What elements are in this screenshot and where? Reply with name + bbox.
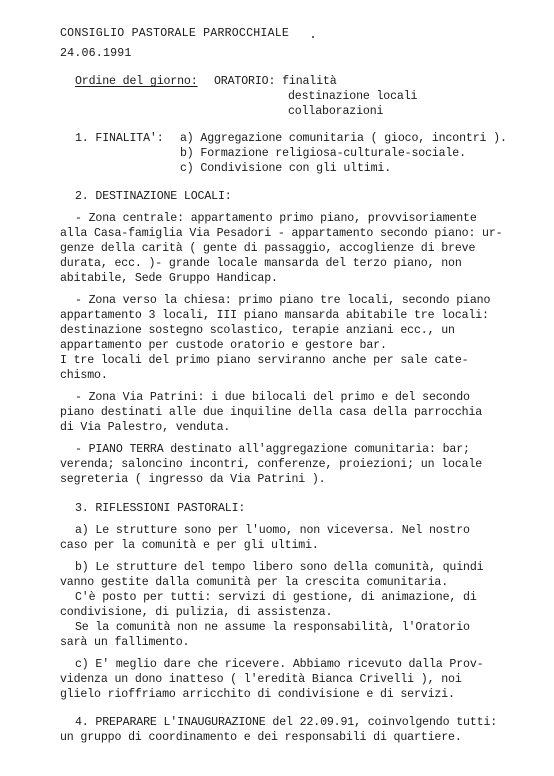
paragraph-line: condivisione, di pulizia, di assistenza. <box>60 606 333 619</box>
agenda-topic: ORATORIO: finalità <box>214 75 337 88</box>
paragraph-line: durata, ecc. )- grande locale mansarda del terzo piano, non <box>60 257 462 270</box>
paragraph-line: appartamento 3 locali, III piano mansarda abitabile tre locali: <box>60 309 489 322</box>
finalita-item: b) Formazione religiosa-culturale-sociale. <box>180 147 466 160</box>
paragraph-line: b) Le strutture del tempo libero sono della comunità, quindi <box>75 561 484 574</box>
paragraph-line: glielo rioffriamo arricchito di condivisione e di servizi. <box>60 688 455 701</box>
paragraph-line: vanno gestite dalla comunità per la crescita comunitaria. <box>60 576 449 589</box>
paragraph-line: Se la comunità non ne assume la responsabilità, l'Oratorio <box>75 621 470 634</box>
agenda-item: destinazione locali <box>288 90 418 103</box>
paragraph-line: - PIANO TERRA destinato all'aggregazione comunitaria: bar; <box>75 443 470 456</box>
paragraph-line: a) Le strutture sono per l'uomo, non viceversa. Nel nostro <box>75 524 470 537</box>
paragraph-line: c) E' meglio dare che ricevere. Abbiamo ricevuto dalla Prov- <box>75 658 484 671</box>
paragraph-line: 4. PREPARARE L'INAUGURAZIONE del 22.09.91, coinvolgendo tutti: <box>75 716 498 729</box>
agenda-label: Ordine del giorno: <box>75 75 198 88</box>
paragraph-line: appartamento per custode oratorio e gestore bar. <box>60 339 387 352</box>
paragraph-line: abitabile, Sede Gruppo Handicap. <box>60 272 278 285</box>
paragraph-line: un gruppo di coordinamento e dei responsabili di quartiere. <box>60 731 462 744</box>
stray-mark <box>312 36 314 38</box>
paragraph-line: destinazione sostegno scolastico, terapie anziani ecc., un <box>60 324 455 337</box>
paragraph-line: chismo. <box>60 369 108 382</box>
paragraph-line: - Zona Via Patrini: i due bilocali del primo e del secondo <box>75 391 470 404</box>
paragraph-line: segreteria ( ingresso da Via Patrini ). <box>60 473 326 486</box>
finalita-item: a) Aggregazione comunitaria ( gioco, incontri ). <box>180 132 507 145</box>
paragraph-line: di Via Palestro, venduta. <box>60 421 231 434</box>
section-3-title: 3. RIFLESSIONI PASTORALI: <box>75 502 246 515</box>
paragraph-line: piano destinati alle due inquiline della casa della parrocchia <box>60 406 483 419</box>
finalita-item: c) Condivisione con gli ultimi. <box>180 162 392 175</box>
paragraph-line: I tre locali del primo piano serviranno anche per sale cate- <box>60 354 469 367</box>
meeting-date: 24.06.1991 <box>60 47 132 60</box>
paragraph-line: alla Casa-famiglia Via Pesadori - appartamento secondo piano: ur- <box>60 227 503 240</box>
paragraph-line: caso per la comunità e per gli ultimi. <box>60 539 319 552</box>
section-2-title: 2. DESTINAZIONE LOCALI: <box>75 190 232 203</box>
paragraph-line: videnza un dono inatteso ( l'eredità Bianca Crivelli ), noi <box>60 673 462 686</box>
section-1-title: 1. FINALITA': <box>75 132 164 145</box>
paragraph-line: verenda; saloncino incontri, conferenze, proiezioni; un locale <box>60 458 483 471</box>
paragraph-line: - Zona verso la chiesa: primo piano tre locali, secondo piano <box>75 294 491 307</box>
paragraph-line: genze della carità ( gente di passaggio, accoglienze di breve <box>60 242 476 255</box>
paragraph-line: - Zona centrale: appartamento primo piano, provvisoriamente <box>75 212 477 225</box>
organization-title: CONSIGLIO PASTORALE PARROCCHIALE <box>60 27 290 40</box>
paragraph-line: C'è posto per tutti: servizi di gestione, di animazione, di <box>75 591 477 604</box>
paragraph-line: sarà un fallimento. <box>60 636 190 649</box>
agenda-item: collaborazioni <box>288 105 384 118</box>
